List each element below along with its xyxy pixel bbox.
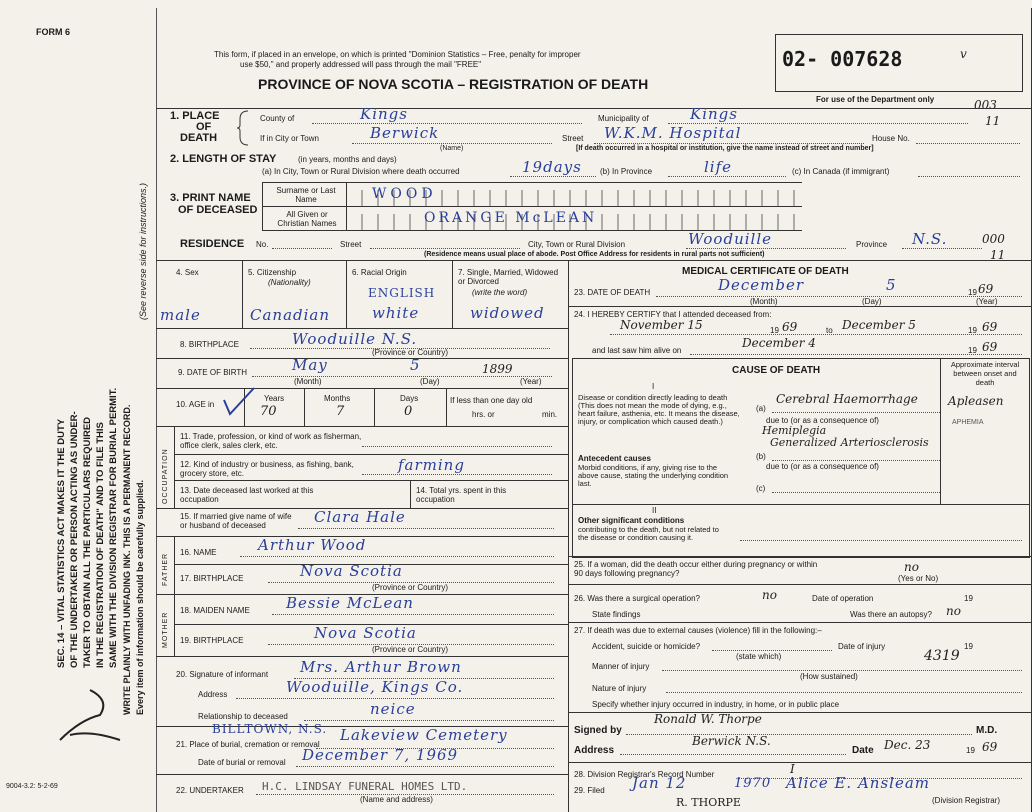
dob-year-sublabel: (Year): [520, 377, 542, 386]
roman-1: I: [652, 382, 655, 391]
municipality-label: Municipality of: [598, 114, 649, 123]
spouse-value: Clara Hale: [314, 508, 406, 526]
state-which-label: (state which): [736, 652, 782, 661]
attended-from-19: 19: [770, 326, 779, 335]
cause-a-line: [772, 412, 940, 413]
sig-date-label: Date: [852, 745, 874, 756]
mother-side-divider: [174, 594, 175, 656]
attended-from: November 15: [620, 318, 703, 332]
cause-b-label: (b): [756, 452, 766, 461]
informant-value: Mrs. Arthur Brown: [300, 658, 462, 676]
side-instructions-6: WRITE PLAINLY WITH UNFADING INK. THIS IS A PERMANENT RECORD.: [122, 404, 132, 715]
father-side-divider: [174, 536, 175, 594]
attended-to-label: to: [826, 326, 833, 335]
side-instructions-1: SEC. 14 – VITAL STATISTICS ACT MAKES IT THE DUTY: [56, 418, 67, 668]
last-saw-label: and last saw him alive on: [592, 346, 682, 355]
father-name-label: 16. NAME: [180, 548, 217, 557]
other-conditions-line: [740, 540, 1022, 541]
cause-header: CAUSE OF DEATH: [732, 365, 821, 376]
row-rule-12: [174, 454, 568, 455]
stay-c-line: [918, 176, 1020, 177]
where-label: Specify whether injury occurred in industry, in home, or in public place: [592, 700, 840, 709]
stay-note: (in years, months and days): [298, 155, 397, 164]
county-line: [312, 123, 582, 124]
birthplace-value: Wooduille N.S.: [292, 330, 418, 348]
min-label: min.: [542, 410, 558, 419]
pregnancy-label: 25. If a woman, did the death occur either during pregnancy or within 90 days following pregnancy?: [574, 560, 818, 578]
interval-divider: [940, 358, 941, 504]
row-rule-22: [156, 774, 568, 775]
dob-day-sublabel: (Day): [420, 377, 440, 386]
burial-place-label: 21. Place of burial, cremation or removal: [176, 740, 320, 749]
registrar-sublabel: (Division Registrar): [932, 796, 1001, 805]
record-number-label: 28. Division Registrar's Record Number: [574, 770, 715, 779]
dept-code-1: 003: [974, 98, 997, 112]
cause-b-value: Generalized Arteriosclerosis: [770, 436, 929, 449]
surgery-value: no: [762, 588, 777, 602]
antecedent-label: Antecedent causes: [578, 454, 651, 463]
birthplace-label: 8. BIRTHPLACE: [180, 340, 239, 349]
residence-no-line: [272, 248, 332, 249]
how-sustained-label: (How sustained): [800, 672, 858, 681]
dob-month: May: [292, 356, 328, 374]
hrs-label: hrs. or: [472, 410, 495, 419]
last-saw-value: December 4: [742, 336, 816, 350]
informant-address-label: Address: [198, 690, 228, 699]
marital-label: 7. Single, Married, Widowed or Divorced: [458, 268, 559, 286]
bottom-name: R. THORPE: [676, 796, 741, 809]
antecedent-desc: Morbid conditions, if any, giving rise to the above cause, stating the underlying condition last.: [578, 463, 729, 488]
col-divider-4: [242, 260, 243, 328]
sig-date-19: 19: [966, 746, 975, 755]
accident-label: Accident, suicide or homicide?: [592, 642, 701, 651]
residence-province-label: Province: [856, 240, 888, 249]
registration-number: 02- 007628: [782, 47, 903, 71]
envelope-note-1: This form, if placed in an envelope, on which is printed "Dominion Statistics – Free, penalty for improper: [214, 50, 581, 59]
immediate-cause-label: Disease or condition directly leading to death (This does not mean the mode of dying, e.g., heart failure, asthenia, etc. It means the disease, injury, or complication which caused death.): [578, 393, 740, 426]
age-days-value: 0: [404, 404, 413, 419]
row-rule-13: [174, 480, 568, 481]
burial-place-above: BILLTOWN, N.S.: [212, 722, 328, 736]
place-death-label: DEATH: [180, 132, 218, 144]
dod-day: 5: [886, 276, 897, 294]
registration-check: v: [960, 47, 967, 61]
medical-rule-26: [568, 584, 1032, 585]
row-rule-10: [156, 388, 568, 389]
age-label: 10. AGE in: [176, 400, 215, 409]
medical-rule-27: [568, 622, 1032, 623]
registrar-signature: Alice E. Ansleam: [786, 774, 930, 792]
undertaker-stamp: H.C. LINDSAY FUNERAL HOMES LTD.: [262, 780, 468, 793]
other-conditions-desc: contributing to the death, but not related to the disease or condition causing it.: [578, 525, 719, 542]
spouse-line: [298, 528, 554, 529]
md-label: M.D.: [976, 725, 998, 736]
city-value: Berwick: [370, 124, 440, 142]
form-label: FORM 6: [36, 27, 71, 37]
stay-a-value: 19days: [522, 158, 582, 176]
cause-a-value: Cerebral Haemorrhage: [776, 392, 918, 406]
citizenship-label: 5. Citizenship: [248, 268, 297, 277]
attended-to-19: 19: [968, 326, 977, 335]
form-title: PROVINCE OF NOVA SCOTIA – REGISTRATION OF DEATH: [258, 76, 649, 92]
pregnancy-sublabel: (Yes or No): [898, 574, 939, 583]
form-top-rule: [156, 108, 1032, 109]
sex-value: male: [160, 306, 201, 324]
sig-date-year: 69: [982, 740, 998, 754]
side-instructions-7: Every item of information should be carefully supplied.: [135, 479, 145, 715]
under-one-day-label: If less than one day old: [450, 396, 533, 405]
spouse-label: 15. If married give name of wife or husband of deceased: [180, 512, 292, 530]
occupation-side-label: OCCUPATION: [162, 448, 169, 504]
residence-province-value: N.S.: [912, 230, 948, 248]
external-label: 27. If death was due to external causes (violence) fill in the following:–: [574, 626, 822, 635]
col-divider-6: [452, 260, 453, 328]
mother-maiden-line: [272, 614, 554, 615]
last-worked-label: 13. Date deceased last worked at this occupation: [180, 486, 314, 504]
row-rule-9: [156, 358, 568, 359]
row-rule-11: [156, 426, 568, 427]
relationship-label: Relationship to deceased: [198, 712, 288, 721]
informant-address-value: Wooduille, Kings Co.: [286, 678, 464, 696]
envelope-note-2: use $50," and properly addressed will pass through the mail "FREE": [240, 60, 482, 69]
cause-b-line: [772, 460, 940, 461]
occupation-side-divider: [174, 426, 175, 508]
side-instructions-8: (See reverse side for instructions.): [138, 182, 148, 320]
findings-label: State findings: [592, 610, 641, 619]
age-checkmark: [220, 386, 260, 420]
dept-code-2: 11: [985, 114, 1001, 128]
op-date-label: Date of operation: [812, 594, 874, 603]
stay-b-value: life: [704, 158, 733, 176]
informant-label: 20. Signature of informant: [176, 670, 269, 679]
residence-street-line: [370, 248, 520, 249]
certify-label: 24. I HEREBY CERTIFY that I attended deceased from:: [574, 310, 772, 319]
name-label-1: 3. PRINT NAME: [170, 192, 251, 204]
occupation-divider-14: [410, 480, 411, 508]
dept-code-4: 11: [990, 248, 1006, 262]
signed-value: Ronald W. Thorpe: [654, 712, 762, 726]
house-label: House No.: [872, 134, 910, 143]
side-instructions-3: TAKER TO OBTAIN ALL THE PARTICULARS REQUIRED: [82, 416, 93, 668]
cause-a-interval: Apleasen: [948, 394, 1004, 408]
pregnancy-value: no: [904, 560, 919, 574]
signed-label: Signed by: [574, 725, 622, 736]
dod-year: 69: [978, 282, 994, 296]
place-label: 1. PLACE: [170, 110, 220, 122]
dept-use-label: For use of the Department only: [816, 95, 935, 104]
racial-value-2: white: [372, 304, 420, 322]
racial-label: 6. Racial Origin: [352, 268, 407, 277]
side-instructions-4: IN THE REGISTRATION OF DEATH" AND TO FILE THIS: [95, 422, 106, 668]
burial-place-value: Lakeview Cemetery: [340, 726, 508, 744]
last-saw-line: [690, 354, 1022, 355]
medical-header: MEDICAL CERTIFICATE OF DEATH: [682, 266, 849, 277]
residence-city-line: [686, 248, 846, 249]
cause-c-label: (c): [756, 484, 766, 493]
record-number-value: I: [790, 762, 795, 776]
marital-value: widowed: [470, 304, 545, 322]
dod-day-sublabel: (Day): [862, 297, 882, 306]
sig-address-value: Berwick N.S.: [692, 734, 771, 748]
grid-center-divider: [568, 260, 569, 812]
father-name-value: Arthur Wood: [258, 536, 367, 554]
given-label: All Given or Christian Names: [277, 210, 337, 228]
cause-a-label: (a): [756, 404, 766, 413]
col-divider-5: [346, 260, 347, 328]
side-instructions-2: OF THE UNDERTAKER OR PERSON ACTING AS UNDER-: [69, 411, 80, 668]
trade-line: [362, 446, 552, 447]
attended-from-year: 69: [782, 320, 798, 334]
burial-date-line: [296, 766, 554, 767]
row-rule-8: [156, 328, 568, 329]
given-value: ORANGE McLEAN: [424, 210, 598, 226]
margin-line: [156, 8, 157, 812]
footer-code: 9004-3.2: 5-2-69: [6, 783, 58, 790]
residence-note: (Residence means usual place of abode. Post Office Address for residents in rural parts not sufficient): [424, 251, 765, 258]
other-conditions-label: Other significant conditions: [578, 516, 685, 525]
dod-month-sublabel: (Month): [750, 297, 778, 306]
residence-city-value: Wooduille: [688, 230, 772, 248]
county-label: County of: [260, 114, 295, 123]
municipality-value: Kings: [690, 105, 738, 123]
father-side-label: FATHER: [162, 552, 169, 586]
residence-street-label: Street: [340, 240, 362, 249]
attended-to: December 5: [842, 318, 916, 332]
filed-value: Jan 12: [632, 774, 687, 792]
residence-province-line: [902, 248, 982, 249]
mother-birthplace-value: Nova Scotia: [314, 624, 417, 642]
last-saw-19: 19: [968, 346, 977, 355]
father-birthplace-sublabel: (Province or Country): [372, 583, 449, 592]
injury-date-19: 19: [964, 642, 973, 651]
dob-year: 1899: [482, 362, 513, 376]
dod-month: December: [718, 276, 805, 294]
surgery-label: 26. Was there a surgical operation?: [574, 594, 700, 603]
autopsy-value: no: [946, 604, 961, 618]
mother-birthplace-label: 19. BIRTHPLACE: [180, 636, 244, 645]
stay-b-line: [668, 176, 786, 177]
trade-label: 11. Trade, profession, or kind of work as fisherman, office clerk, sales clerk, etc.: [180, 432, 362, 450]
mother-birthplace-sublabel: (Province or Country): [372, 645, 449, 654]
age-days-label: Days: [400, 394, 419, 403]
sex-label: 4. Sex: [176, 268, 199, 277]
dept-code-3: 000: [982, 232, 1005, 246]
manner-label: Manner of injury: [592, 662, 650, 671]
grid-top-rule: [156, 260, 1032, 261]
medical-rule-signed: [568, 712, 1032, 713]
racial-value-1: ENGLISH: [368, 286, 436, 300]
age-months-value: 7: [336, 404, 345, 419]
sig-date-value: Dec. 23: [884, 738, 931, 752]
last-saw-year: 69: [982, 340, 998, 354]
dod-year-sublabel: (Year): [976, 297, 998, 306]
relationship-line: [304, 720, 554, 721]
mother-maiden-label: 18. MAIDEN NAME: [180, 606, 250, 615]
burial-date-value: December 7, 1969: [302, 746, 459, 764]
surname-value: WOOD: [372, 186, 437, 202]
medical-rule-28: [568, 762, 1032, 763]
residence-city-label: City, Town or Rural Division: [528, 240, 626, 249]
birthplace-sublabel: (Province or Country): [372, 348, 449, 357]
father-birthplace-label: 17. BIRTHPLACE: [180, 574, 244, 583]
nature-label: Nature of injury: [592, 684, 647, 693]
undertaker-label: 22. UNDERTAKER: [176, 786, 244, 795]
filed-label: 29. Filed: [574, 786, 605, 795]
stamp-code: 4319: [924, 648, 960, 664]
cause-rule-ii: [572, 504, 1030, 505]
autopsy-label: Was there an autopsy?: [850, 610, 932, 619]
city-name-sublabel: (Name): [440, 145, 464, 152]
side-instructions-5: SAME WITH THE DIVISION REGISTRAR FOR BURIAL PERMIT.: [108, 387, 119, 668]
accident-line: [712, 650, 832, 651]
dod-year-prefix: 19: [968, 288, 977, 297]
roman-2: II: [652, 506, 657, 515]
burial-date-label: Date of burial or removal: [198, 758, 286, 767]
residence-no-label: No.: [256, 240, 269, 249]
row-rule-20: [156, 656, 568, 657]
informant-address-line: [236, 698, 554, 699]
dod-label: 23. DATE OF DEATH: [574, 288, 651, 297]
nature-line: [666, 692, 1022, 693]
medical-rule-24: [568, 306, 1032, 307]
cause-a-value-2: Hemiplegia: [762, 424, 827, 437]
dob-month-sublabel: (Month): [294, 377, 322, 386]
sig-address-label: Address: [574, 745, 615, 756]
due-to-1: due to (or as a consequence of): [766, 416, 879, 425]
residence-label: RESIDENCE: [180, 238, 245, 250]
marital-sublabel: (write the word): [472, 288, 528, 297]
place-of-label: OF: [196, 121, 212, 133]
dob-day: 5: [410, 356, 421, 374]
interval-header: Approximate interval between onset and death: [950, 360, 1020, 387]
street-label: Street: [562, 134, 584, 143]
years-spent-label: 14. Total yrs. spent in this occupation: [416, 486, 507, 504]
city-label: If in City or Town: [260, 134, 319, 143]
age-years-label: Years: [264, 394, 285, 403]
cause-c-line: [772, 492, 940, 493]
county-value: Kings: [360, 105, 408, 123]
stay-b-label: (b) In Province: [600, 167, 653, 176]
hospital-note: [If death occurred in a hospital or institution, give the name instead of street and number]: [576, 145, 874, 152]
industry-label: 12. Kind of industry or business, as fishing, bank, grocery store, etc.: [180, 460, 354, 478]
registration-number-box: [775, 34, 1023, 92]
father-birthplace-value: Nova Scotia: [300, 562, 403, 580]
age-months-label: Months: [324, 394, 351, 403]
father-name-line: [240, 556, 554, 557]
age-divider-2: [304, 388, 305, 426]
manner-line: [662, 670, 1022, 671]
stay-c-label: (c) In Canada (if immigrant): [792, 167, 890, 176]
industry-value: farming: [398, 456, 465, 474]
relationship-value: neice: [370, 700, 416, 718]
mother-side-label: MOTHER: [162, 611, 169, 648]
sig-address-line: [620, 754, 846, 755]
cause-a-interval-2: APHEMIA: [952, 419, 984, 426]
attended-line: [610, 334, 1022, 335]
injury-date-label: Date of injury: [838, 642, 886, 651]
undertaker-sublabel: (Name and address): [360, 795, 433, 804]
attended-to-year: 69: [982, 320, 998, 334]
signed-line: [626, 734, 972, 735]
filed-year: 1970: [734, 776, 772, 791]
stay-a-line: [510, 176, 596, 177]
dob-label: 9. DATE OF BIRTH: [178, 368, 248, 377]
op-date-19: 19: [964, 594, 973, 603]
name-label-2: OF DECEASED: [178, 204, 258, 216]
house-line: [916, 143, 1020, 144]
age-divider-4: [446, 388, 447, 426]
industry-line: [362, 474, 552, 475]
mother-maiden-value: Bessie McLean: [286, 594, 414, 612]
place-brace: [236, 110, 250, 146]
surname-label: Surname or Last Name: [276, 186, 336, 204]
stay-a-label: (a) In City, Town or Rural Division where death occurred: [262, 167, 460, 176]
street-value: W.K.M. Hospital: [604, 124, 742, 142]
citizenship-sublabel: (Nationality): [268, 278, 311, 287]
stay-label: 2. LENGTH OF STAY: [170, 153, 277, 165]
medical-rule-25: [568, 556, 1032, 557]
age-years-value: 70: [260, 404, 277, 419]
citizenship-value: Canadian: [250, 306, 331, 324]
margin-scribble: [50, 680, 130, 750]
age-divider-3: [374, 388, 375, 426]
due-to-2: due to (or as a consequence of): [766, 462, 879, 471]
